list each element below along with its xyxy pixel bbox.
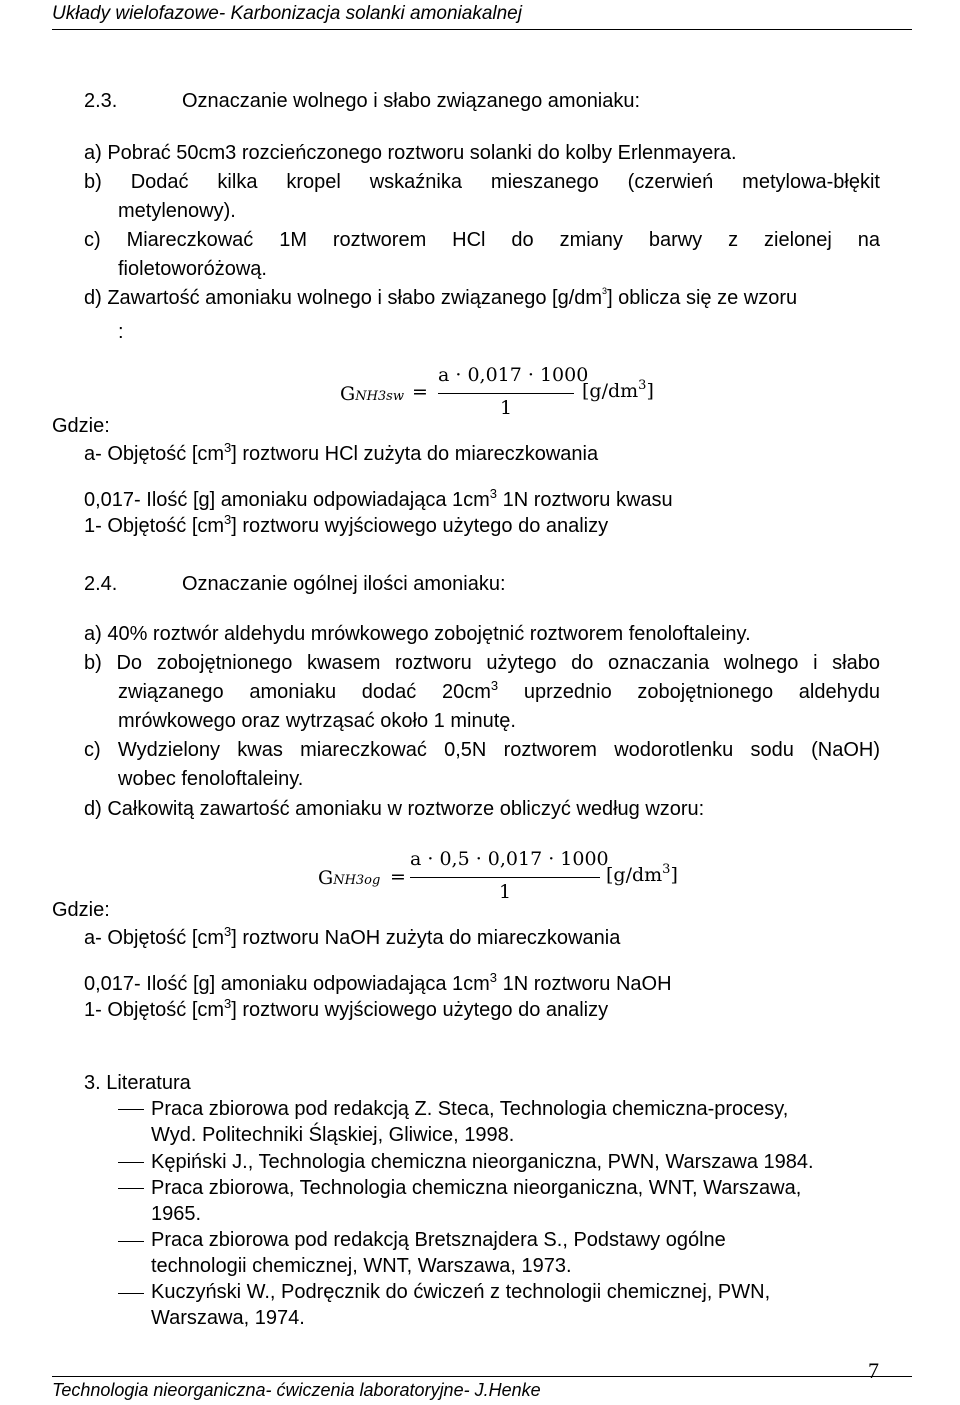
definition-constant: 0,017- Ilość [g] amoniaku odpowiadająca $1cm^3$ 1N roztworu kwasu: [84, 486, 673, 511]
section-2-4-title: Oznaczanie ogólnej ilości amoniaku:: [182, 573, 506, 595]
footer-rule: [52, 1376, 912, 1377]
formula-equals: =: [390, 866, 406, 888]
formula-numerator: a · 0,5 · 0,017 · 1000: [410, 848, 609, 870]
definition-constant: 0,017- Ilość [g] amoniaku odpowiadająca $1cm^3$ 1N roztworu NaOH: [84, 970, 672, 995]
list-dash: [118, 1162, 144, 1163]
list-item: Praca zbiorowa pod redakcją Z. Steca, Technologia chemiczna-procesy,: [151, 1098, 789, 1120]
formula-denominator: 1: [498, 881, 512, 903]
formula-symbol: GNH3og: [318, 867, 381, 889]
list-dash: [118, 1241, 144, 1242]
list-item-cont: Wyd. Politechniki Śląskiej, Gliwice, 1998.: [151, 1124, 515, 1146]
step-a: a) 40% roztwór aldehydu mrówkowego zobojętnić roztworem fenoloftaleiny.: [84, 623, 751, 645]
section-2-3-number: 2.3.: [84, 90, 118, 112]
list-dash: [118, 1188, 144, 1189]
step-d-colon: :: [118, 321, 124, 343]
definition-one: 1- Objętość $[cm^3]$ roztworu wyjściowego użytego do analizy: [84, 512, 609, 537]
list-dash: [118, 1109, 144, 1110]
header-rule: [52, 29, 912, 30]
step-b: b) Do zobojętnionego kwasem roztworu użytego do oznaczania wolnego i słabo: [84, 652, 880, 674]
step-d: d) Zawartość amoniaku wolnego i słabo związanego $[g/dm^3]$ oblicza się ze wzoru: [84, 286, 798, 309]
list-item-cont: technologii chemicznej, WNT, Warszawa, 1973.: [151, 1255, 572, 1277]
definition-one: 1- Objętość $[cm^3]$ roztworu wyjściowego użytego do analizy: [84, 996, 609, 1021]
step-b-cont: związanego amoniaku dodać $20cm^3$ uprzednio zobojętnionego aldehydu: [118, 678, 880, 703]
section-2-3-title: Oznaczanie wolnego i słabo związanego amoniaku:: [182, 90, 641, 112]
step-a: a) Pobrać 50cm3 rozcieńczonego roztworu solanki do kolby Erlenmayera.: [84, 142, 737, 164]
fraction-bar: [438, 393, 574, 394]
page-number: 7: [868, 1358, 879, 1383]
step-c-cont: wobec fenoloftaleiny.: [118, 768, 304, 790]
list-item: Praca zbiorowa, Technologia chemiczna nieorganiczna, WNT, Warszawa,: [151, 1177, 802, 1199]
where-label: Gdzie:: [52, 415, 110, 437]
list-dash: [118, 1293, 144, 1294]
step-c-cont: fioletoworóżową.: [118, 258, 267, 280]
literature-heading: 3. Literatura: [84, 1072, 191, 1094]
formula-unit: $[g/dm^3]$: [606, 862, 678, 886]
step-b-cont2: mrówkowego oraz wytrząsać około 1 minutę.: [118, 710, 516, 732]
page-footer: Technologia nieorganiczna- ćwiczenia laboratoryjne- J.Henke: [52, 1380, 541, 1400]
step-b: b) Dodać kilka kropel wskaźnika mieszanego (czerwień metylowa-błękit: [84, 171, 880, 193]
list-item: Kuczyński W., Podręcznik do ćwiczeń z technologii chemicznej, PWN,: [151, 1281, 771, 1303]
formula-unit: $[g/dm^3]$: [582, 378, 654, 402]
list-item-cont: 1965.: [151, 1203, 202, 1225]
formula-symbol: GNH3sw: [340, 383, 404, 405]
fraction-bar: [410, 877, 600, 878]
page-header: Układy wielofazowe- Karbonizacja solanki amoniakalnej: [52, 3, 522, 24]
formula-equals: =: [412, 381, 428, 403]
section-2-4-number: 2.4.: [84, 573, 118, 595]
step-d: d) Całkowitą zawartość amoniaku w roztworze obliczyć według wzoru:: [84, 798, 705, 820]
list-item: Kępiński J., Technologia chemiczna nieorganiczna, PWN, Warszawa 1984.: [151, 1151, 814, 1173]
list-item-cont: Warszawa, 1974.: [151, 1307, 305, 1329]
where-label: Gdzie:: [52, 899, 110, 921]
step-c: c) Wydzielony kwas miareczkować 0,5N roztworem wodorotlenku sodu (NaOH): [84, 739, 880, 761]
definition-a: a- Objętość $[cm^3]$ roztworu NaOH zużyta do miareczkowania: [84, 924, 621, 949]
formula-denominator: 1: [499, 397, 513, 419]
step-c: c) Miareczkować 1M roztworem HCl do zmiany barwy z zielonej na: [84, 229, 880, 251]
step-b-cont: metylenowy).: [118, 200, 236, 222]
definition-a: a- Objętość $[cm^3]$ roztworu HCl zużyta do miareczkowania: [84, 440, 599, 465]
formula-numerator: a · 0,017 · 1000: [438, 364, 589, 386]
list-item: Praca zbiorowa pod redakcją Bretsznajdera S., Podstawy ogólne: [151, 1229, 726, 1251]
